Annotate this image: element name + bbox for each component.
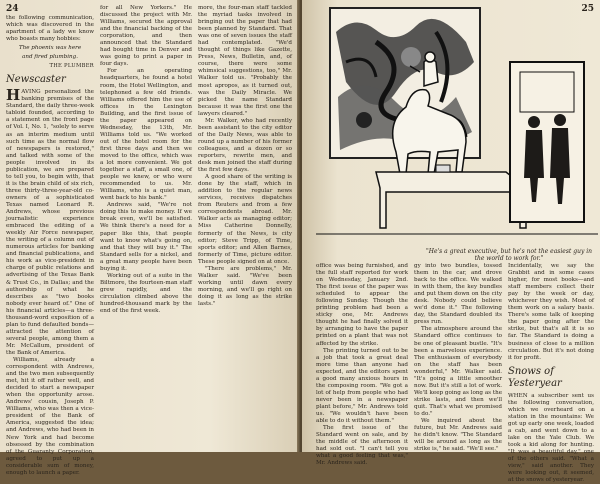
column2-paragraph-2: For an operating headquarters, he found a hotel room, the Hotel Wellington, and telephoned a few old friends. Williams offered him the use of offices in the Lexington Building, and the first issue of the paper appeared on Wednesday, the 13th, Mr. Williams told us. "We worked out of the hotel room for the first three days and then we moved to the office, which was a lot more convenient. We got together a staff, a small one, of people we knew, or who were recommended to us. Mr. Williams, who is a quiet man, went back to his bank."	[100, 68, 192, 202]
left-column-1	[6, 15, 94, 476]
right-col2-paragraph-2: The atmosphere around the Standard office continues to be one of pleasant bustle. "It's been a marvelous experience. The enthusiasm of everybody on the staff has been wonderful," Mr. Walker said. "It's going a little smoother now. But it's still a lot of work. We'll keep going as long as the strike lasts, and then we'll quit. That's what we promised to do."	[414, 326, 502, 417]
right-column-2	[414, 263, 502, 453]
desk-telephone	[436, 165, 450, 172]
left-column-2	[100, 5, 192, 447]
right-page	[302, 0, 600, 484]
right-col1-paragraph-2: The printing turned out to be a job that took a great deal more time than anyone had expected, and the editors spent a good many anxious hours in the composing room. "We got a lot of help from people who had never been in a newspaper plant before," Mr. Andrews told us. "We wouldn't have been able to do it without them."	[316, 347, 408, 425]
right-col1-paragraph-3: The first issue of the Standard went on sale, and by the middle of the afternoon it had sold out. "I can't tell you what a good feeling that was," Mr. Andrews said.	[316, 425, 408, 467]
column3-paragraph-1: more, the four-man staff tackled the myriad tasks involved in bringing out the paper that had been planned by Standard. That was one of seven issues the staff had contemplated. "We'd thought of things like Gazette, Press, News, Bulletin, and, of course, there were some whimsical suggestions, too," Mr. Walker told us. "Probably the most apropos, as it turned out, was the Daily Miracle. We picked the name Standard because it was the first one the lawyers cleared."	[198, 5, 292, 117]
column2-paragraph-1: for all New Yorkers." He discussed the project with Mr. Williams, secured the approval and the financial backing of the corporation, and then announced that the Standard had bought time in Denver and was going to print a paper in four days.	[100, 5, 192, 68]
newscaster-paragraph-1: HAVING personalized the banking premises of the Standard, the daily three-week tabloid founded, according to a statement on the front page of Vol. I, No. 1, "solely to serve as an interim medium until such time as the normal flow of newspapers is restored," and talked with some of the people involved in its publication, we are prepared to tell you, to begin with, that it is the brain child of six rich, three thirty-three-year-old co-owners of a sophisticated Texas named Leonard R. Andrews, whose previous journalistic experience embraced the editing of a weekly Air Force newspaper, the writing of a column out of numerous articles for banking and financial publications, and his work as vice-president in charge of public relations and advertising of the Texas Bank & Trust Co., in Dallas; and the authorship of what he describes as "two books nobody ever heard of." One of his financial articles—a three-thousand-word exposition of a plan to fund defaulted bonds—attracted the attention of several people, among them a Mr. McCallum, president of the Bank of America.	[6, 86, 94, 356]
right-col2-paragraph-1: gy into two bundles, tossed them in the car, and drove back to the office. We walked in with them, the key bundles and put them down on the city desk. Nobody could believe we'd done it." The following day, the Standard doubled its press run.	[414, 263, 502, 326]
right-col2-paragraph-3: We inquired about the future, but Mr. Andrews said he didn't know. "The Standard will be around as long as the strike is," he said. "We'll see."	[414, 418, 502, 453]
right-column-1	[316, 263, 408, 467]
right-col3-paragraph-2: WHEN a subscriber sent us the following conversation, which we overheard on a station in the mountains: We got up early one week, loaded a cab, and went down to a lake on the Yale Club. We took a kid along for hunting. "It was a beautiful day," one of the others said. "What a view," said another. They were looking out, it seemed, at the snows of yesteryear.	[508, 392, 594, 484]
newscaster-paragraph-2: Williams, already a correspondent with Andrews, and the two men subsequently met, hit it off rather well, and decided to start a newspaper when the opportunity arose. Andrews' cousin, Joseph P. Williams, who was then a vice-president of the Bank of America, suggested the idea; and Andrews, who had been in New York and had become obsessed by the combination of the Guaranty Corporation, agreed to put up a considerable sum of money, enough to launch a paper.	[6, 357, 94, 476]
left-column-3	[198, 5, 292, 447]
column2-paragraph-4: Working out of a suite in the Biltmore, the fourteen-man staff grew rapidly, and the circulation climbed above the hundred-thousand mark by the end of the first week.	[100, 272, 192, 315]
office-cartoon-illustration	[316, 2, 598, 246]
cartoon-caption: "He's a great executive, but he's not the easiest guy in the world to work for."	[425, 248, 593, 262]
executive-desk	[376, 172, 526, 228]
left-page	[0, 0, 300, 476]
column2-paragraph-3: Andrews said, "We're not doing this to make money. If we break even, we'll be satisfied. We think there's a need for a paper like this, that people want to know what's going on, and that they will buy it." The Standard sells for a nickel, and a great many people have been buying it.	[100, 202, 192, 272]
poem-line-1: The phoenix was here	[18, 45, 82, 52]
right-col1-paragraph-1: office was being furnished, and the full staff reported for work on Wednesday, January 2nd. The first issue of the paper was scheduled to appear the following Sunday. Though the printing problem had been a sticky one, Mr. Andrews thought he had finally solved it by arranging to have the paper printed on a plant that was not affected by the strike.	[316, 263, 408, 347]
section-heading-newscaster: Newscaster	[6, 74, 66, 86]
drop-cap: H	[6, 86, 21, 105]
right-col3-paragraph-1: Incidentally, we say the Grabbit and in some cases higher, for most books—and staff members collect their pay by the week or day, whichever they wish. Most of them work on a salary basis. There's some talk of keeping the paper going after the strike, but that's all it is so far. The Standard is doing a business of close to a million circulation. But it's not doing it for profit.	[508, 263, 594, 361]
doorway	[510, 62, 584, 222]
column3-paragraph-4: "There are problems," Mr. Walker said. "We've been working until dawn every morning, and we'll go right on doing it as long as the strike lasts."	[198, 265, 292, 307]
page-number-left: 24	[6, 4, 19, 14]
column3-paragraph-3: A good share of the writing is done by the staff, which in addition to the regular news services, receives dispatches from Reuters and from a few correspondents abroad. Mr. Walker acts as managing editor; Miss Catherine Donnelly, formerly of the News, is city editor; Steve Tripp, of Time, sports editor; and Allen Barnes, formerly of Time, picture editor. These people signed on at once.	[198, 174, 292, 265]
right-column-3	[508, 263, 594, 484]
column3-paragraph-2: Mr. Walker, who had recently been assistant to the city editor of the Daily News, was able to round up a number of his former colleagues, and a dozen or so reporters, rewrite men, and desk men joined the staff during the first few days.	[198, 117, 292, 174]
signature: THE PLUMBER	[49, 63, 94, 70]
section-heading-snows: Snows of Yesteryear	[508, 365, 562, 389]
intro-paragraph: the following communication, which was discovered in the apartment of a lady we know who boasts many hobbies:	[6, 15, 94, 43]
page-number-right: 25	[581, 4, 594, 14]
poem-line-2: and fired plumbing.	[22, 54, 78, 61]
